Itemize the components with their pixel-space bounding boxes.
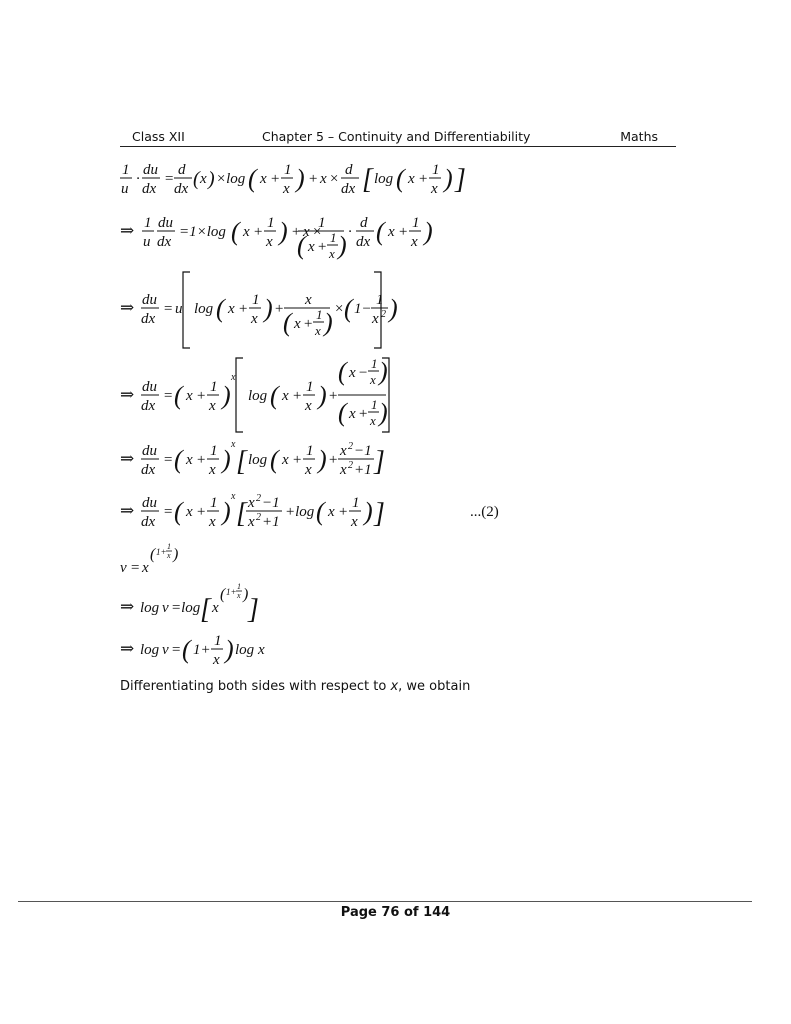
svg-text:x: x: [349, 406, 356, 422]
svg-text:): ): [279, 217, 288, 246]
svg-text:x: x: [305, 292, 312, 308]
svg-text:1: 1: [316, 307, 323, 322]
svg-text:dx: dx: [142, 181, 157, 197]
svg-text:(: (: [220, 586, 226, 603]
equation-line-8: [120, 582, 259, 625]
svg-text:=: =: [163, 388, 174, 404]
svg-text:d: d: [360, 215, 368, 231]
svg-text:2: 2: [381, 309, 386, 320]
svg-text:(: (: [344, 294, 353, 323]
svg-text:(: (: [396, 164, 405, 193]
svg-text:x: x: [411, 234, 418, 250]
svg-text:(: (: [270, 445, 279, 474]
svg-text:(: (: [193, 168, 200, 190]
svg-text:): ): [424, 217, 433, 246]
svg-text:log: log: [248, 452, 268, 468]
header-class: Class XII: [132, 129, 185, 144]
svg-text:x: x: [351, 514, 358, 530]
svg-text:(: (: [174, 381, 183, 410]
svg-text:du: du: [143, 162, 158, 178]
svg-text:du: du: [142, 379, 157, 395]
svg-text:x: x: [142, 560, 149, 576]
svg-text:du: du: [158, 215, 173, 231]
body-text-suffix: , we obtain: [398, 679, 471, 694]
svg-text:1: 1: [210, 379, 218, 395]
svg-text:1: 1: [330, 230, 337, 245]
svg-text:x: x: [370, 413, 376, 428]
svg-text:(: (: [174, 497, 183, 526]
svg-text:): ): [379, 398, 388, 427]
svg-text:1: 1: [284, 162, 292, 178]
svg-text:u: u: [143, 234, 151, 250]
svg-text:x: x: [209, 462, 216, 478]
svg-text:(: (: [216, 294, 225, 323]
svg-text:⇒: ⇒: [120, 298, 135, 317]
svg-text:+: +: [338, 504, 349, 520]
svg-text:dx: dx: [157, 234, 172, 250]
body-text-variable: x: [390, 679, 399, 694]
svg-text:⇒: ⇒: [120, 449, 135, 468]
svg-text:+: +: [274, 301, 285, 317]
svg-text:): ): [318, 381, 327, 410]
svg-text:1: 1: [267, 215, 275, 231]
svg-text:x: x: [340, 443, 347, 459]
page-header: [120, 128, 676, 147]
svg-text:): ): [208, 168, 215, 190]
svg-text:dx: dx: [141, 514, 156, 530]
svg-text:+: +: [418, 171, 429, 187]
svg-text:1: 1: [306, 379, 314, 395]
svg-text:+1: +1: [354, 462, 372, 478]
svg-text:+: +: [291, 224, 302, 240]
svg-text:x: x: [294, 316, 301, 332]
svg-text:d: d: [345, 162, 353, 178]
svg-text:1: 1: [318, 215, 326, 231]
svg-text:log: log: [194, 301, 214, 317]
svg-text:2: 2: [256, 493, 261, 504]
svg-text:+: +: [303, 316, 314, 332]
svg-text:−1: −1: [262, 495, 280, 511]
svg-text:=: =: [163, 504, 174, 520]
svg-text:u: u: [175, 301, 183, 317]
svg-text:1: 1: [210, 443, 218, 459]
svg-text:x: x: [305, 462, 312, 478]
svg-text:x: x: [340, 462, 347, 478]
svg-text:]: ]: [374, 446, 385, 477]
svg-text:⇒: ⇒: [120, 597, 135, 616]
svg-text:1+: 1+: [156, 547, 167, 557]
svg-text:x: x: [308, 239, 315, 255]
svg-text:dx: dx: [174, 181, 189, 197]
svg-text:1: 1: [306, 443, 314, 459]
svg-text:1+: 1+: [193, 642, 211, 658]
svg-text:=log: =log: [171, 600, 201, 616]
svg-text:+log: +log: [285, 504, 315, 520]
svg-text:1: 1: [214, 633, 222, 649]
svg-text:log: log: [235, 642, 255, 658]
svg-text:x: x: [213, 652, 220, 668]
equation-line-3: [120, 272, 398, 348]
svg-text:(: (: [270, 381, 279, 410]
body-paragraph: [120, 679, 470, 694]
svg-text:2: 2: [348, 460, 353, 471]
svg-text:1: 1: [376, 292, 384, 308]
svg-text:): ): [324, 308, 333, 337]
svg-text:=: =: [163, 301, 174, 317]
equation-number: ...(2): [470, 504, 499, 520]
svg-text:1: 1: [371, 356, 378, 371]
svg-text:x: x: [228, 301, 235, 317]
svg-text:x: x: [282, 388, 289, 404]
svg-text:d: d: [178, 162, 186, 178]
svg-text:1+: 1+: [226, 587, 237, 597]
svg-text:×: ×: [312, 224, 323, 240]
svg-text:1: 1: [352, 495, 360, 511]
svg-text:x: x: [186, 504, 193, 520]
math-derivation: [118, 150, 678, 670]
svg-text:[: [: [200, 594, 211, 625]
svg-text:x: x: [186, 388, 193, 404]
svg-text:x: x: [282, 452, 289, 468]
svg-text:log: log: [140, 600, 160, 616]
svg-text:+1: +1: [262, 514, 280, 530]
svg-text:x: x: [320, 171, 327, 187]
svg-text:dx: dx: [356, 234, 371, 250]
svg-text:x: x: [231, 372, 236, 383]
svg-text:x: x: [251, 311, 258, 327]
svg-text:x: x: [370, 372, 376, 387]
svg-text:): ): [296, 164, 305, 193]
svg-text:]: ]: [248, 594, 259, 625]
svg-text:x: x: [315, 323, 321, 338]
footer-rule: [18, 901, 752, 902]
svg-text:(: (: [182, 635, 191, 664]
svg-text:): ): [222, 381, 231, 410]
svg-text:⇒: ⇒: [120, 221, 135, 240]
svg-text:x: x: [212, 600, 219, 616]
svg-text:du: du: [142, 292, 157, 308]
svg-text:x: x: [283, 181, 290, 197]
svg-text:x: x: [372, 311, 379, 327]
svg-text:x: x: [388, 224, 395, 240]
svg-text:log: log: [374, 171, 394, 187]
svg-text:1: 1: [252, 292, 260, 308]
svg-text:x: x: [258, 642, 265, 658]
svg-text:·: ·: [348, 224, 352, 240]
svg-text:x: x: [248, 495, 255, 511]
svg-text:): ): [243, 586, 249, 603]
equation-line-1: [120, 162, 466, 197]
svg-text:x: x: [329, 246, 335, 261]
svg-text:+: +: [308, 171, 319, 187]
equation-line-6: [120, 491, 499, 530]
svg-text:x: x: [209, 514, 216, 530]
svg-text:x: x: [231, 491, 236, 502]
svg-text:dx: dx: [341, 181, 356, 197]
svg-text:x: x: [266, 234, 273, 250]
svg-text:]: ]: [455, 164, 466, 195]
svg-text:+: +: [196, 388, 207, 404]
svg-text:x: x: [237, 591, 241, 600]
svg-text:(: (: [231, 217, 240, 246]
header-subject: Maths: [620, 129, 658, 144]
svg-text:x: x: [349, 365, 356, 381]
svg-text:(: (: [316, 497, 325, 526]
svg-text:+: +: [253, 224, 264, 240]
svg-text:u: u: [121, 181, 129, 197]
svg-text:): ): [222, 445, 231, 474]
svg-text:x: x: [408, 171, 415, 187]
svg-text:⇒: ⇒: [120, 385, 135, 404]
svg-text:log: log: [140, 642, 160, 658]
svg-text:1: 1: [210, 495, 218, 511]
svg-text:x: x: [231, 439, 236, 450]
svg-text:[: [: [236, 498, 247, 529]
svg-text:+: +: [358, 406, 369, 422]
equation-line-4: [120, 356, 389, 432]
svg-text:x: x: [260, 171, 267, 187]
svg-text:(: (: [150, 546, 156, 563]
svg-text:): ): [318, 445, 327, 474]
svg-text:(: (: [338, 398, 347, 427]
svg-text:+: +: [270, 171, 281, 187]
svg-text:): ): [364, 497, 373, 526]
svg-text:+: +: [292, 388, 303, 404]
svg-text:x: x: [200, 171, 207, 187]
svg-text:du: du: [142, 443, 157, 459]
svg-text:+: +: [317, 239, 328, 255]
svg-text:dx: dx: [141, 398, 156, 414]
svg-text:(: (: [338, 357, 347, 386]
svg-text:dx: dx: [141, 462, 156, 478]
svg-text:+: +: [398, 224, 409, 240]
svg-text:+: +: [328, 452, 339, 468]
svg-text:⇒: ⇒: [120, 501, 135, 520]
svg-text:2: 2: [256, 512, 261, 523]
svg-text:×: ×: [334, 301, 345, 317]
svg-text:+: +: [238, 301, 249, 317]
svg-text:x: x: [167, 551, 171, 560]
svg-text:2: 2: [348, 441, 353, 452]
svg-text:(: (: [248, 164, 257, 193]
svg-text:1: 1: [412, 215, 420, 231]
svg-text:1−: 1−: [354, 301, 372, 317]
equation-line-9: [120, 633, 265, 668]
svg-text:×: ×: [329, 171, 340, 187]
svg-text:×log: ×log: [216, 171, 246, 187]
svg-text:dx: dx: [141, 311, 156, 327]
svg-text:·: ·: [136, 171, 140, 187]
svg-text:): ): [222, 497, 231, 526]
equation-line-7: [120, 542, 178, 576]
svg-text:1: 1: [167, 542, 171, 551]
svg-text:+: +: [328, 388, 339, 404]
equation-line-5: [120, 439, 385, 478]
svg-text:−: −: [358, 365, 369, 381]
svg-text:=1×log: =1×log: [179, 224, 226, 240]
page-number: Page 76 of 144: [340, 905, 451, 920]
svg-text:=: =: [171, 642, 182, 658]
svg-text:(: (: [376, 217, 385, 246]
svg-text:1: 1: [432, 162, 440, 178]
body-text-prefix: Differentiating both sides with respect to: [120, 679, 391, 694]
svg-text:): ): [173, 546, 179, 563]
svg-text:x: x: [305, 398, 312, 414]
svg-text:x: x: [431, 181, 438, 197]
svg-text:1: 1: [144, 215, 152, 231]
svg-text:1: 1: [371, 397, 378, 412]
svg-text:[: [: [236, 446, 247, 477]
svg-text:=: =: [164, 171, 175, 187]
equation-line-2: [120, 215, 433, 261]
svg-text:(: (: [174, 445, 183, 474]
svg-text:): ): [379, 357, 388, 386]
header-chapter: Chapter 5 – Continuity and Differentiability: [262, 129, 531, 144]
svg-text:−1: −1: [354, 443, 372, 459]
svg-text:): ): [389, 294, 398, 323]
svg-text:[: [: [362, 164, 373, 195]
svg-text:+: +: [196, 504, 207, 520]
svg-text:x: x: [328, 504, 335, 520]
svg-text:): ): [444, 164, 453, 193]
svg-text:): ): [338, 231, 347, 260]
svg-text:log: log: [248, 388, 268, 404]
svg-text:x: x: [209, 398, 216, 414]
svg-text:=: =: [163, 452, 174, 468]
svg-text:v: v: [162, 642, 169, 658]
svg-text:+: +: [196, 452, 207, 468]
svg-text:x: x: [243, 224, 250, 240]
svg-text:x: x: [303, 224, 310, 240]
svg-text:1: 1: [122, 162, 130, 178]
svg-text:=: =: [130, 560, 141, 576]
svg-text:⇒: ⇒: [120, 639, 135, 658]
svg-text:x: x: [248, 514, 255, 530]
svg-text:v: v: [162, 600, 169, 616]
svg-text:du: du: [142, 495, 157, 511]
svg-text:v: v: [120, 560, 127, 576]
svg-text:x: x: [186, 452, 193, 468]
svg-text:(: (: [297, 231, 306, 260]
svg-text:+: +: [292, 452, 303, 468]
svg-text:1: 1: [237, 582, 241, 591]
svg-text:): ): [264, 294, 273, 323]
svg-text:): ): [225, 635, 234, 664]
svg-text:]: ]: [374, 498, 385, 529]
svg-text:(: (: [283, 308, 292, 337]
